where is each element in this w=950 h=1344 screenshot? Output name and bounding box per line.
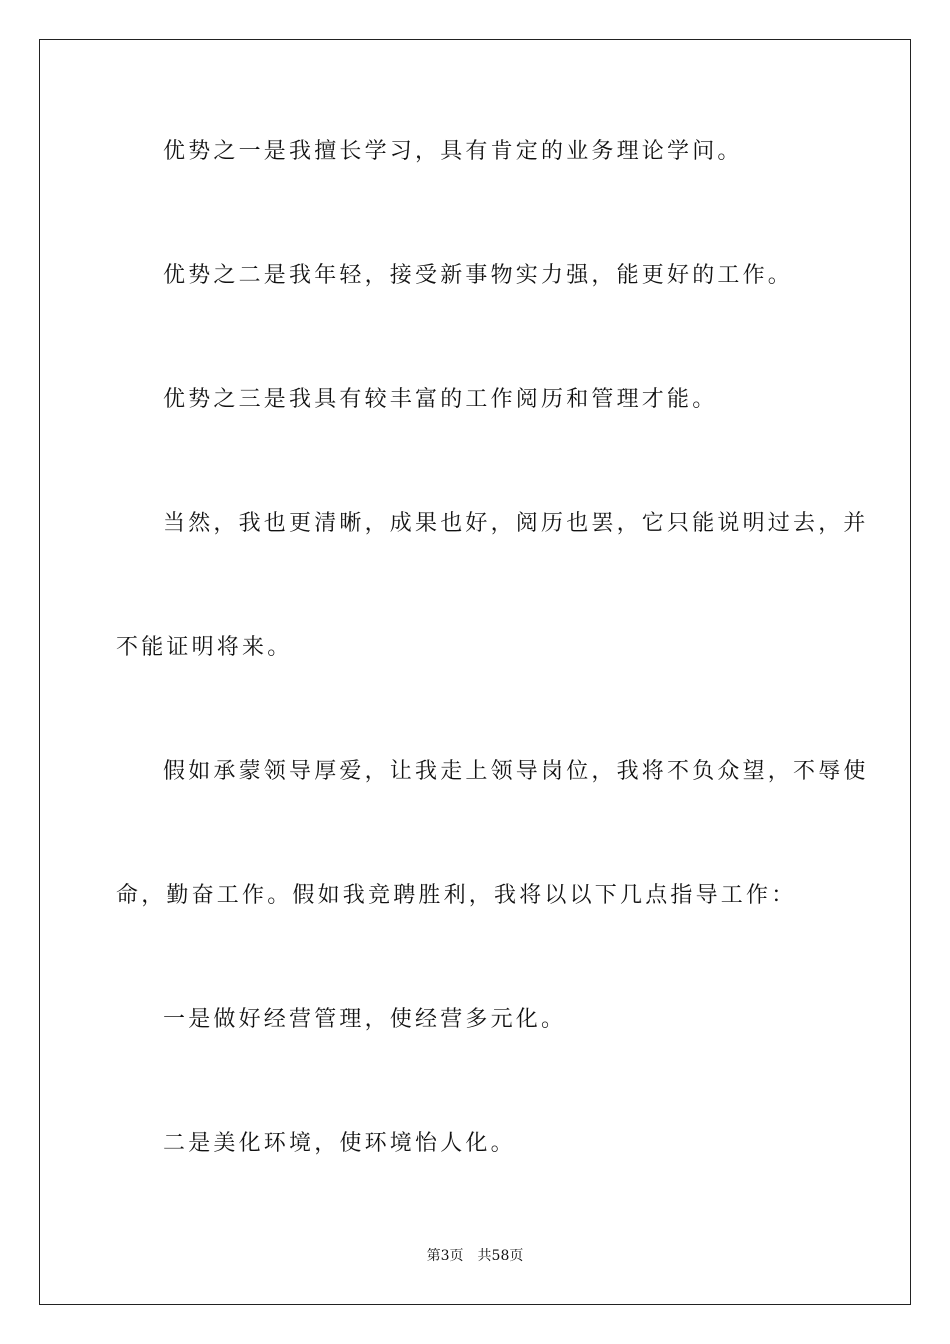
page-total: 共58页 xyxy=(477,1248,524,1264)
paragraph-line: 优势之一是我擅长学习，具有肯定的业务理论学问。 xyxy=(163,139,743,164)
page-footer xyxy=(0,1247,950,1265)
paragraph-line: 不能证明将来。 xyxy=(116,635,293,660)
page-number: 第3页 xyxy=(426,1248,464,1264)
paragraph-line: 优势之二是我年轻，接受新事物实力强，能更好的工作。 xyxy=(163,263,794,288)
paragraph-line: 二是美化环境，使环境怡人化。 xyxy=(163,1131,516,1156)
paragraph-line: 假如承蒙领导厚爱，让我走上领导岗位，我将不负众望，不辱使 xyxy=(163,759,869,784)
paragraph-line: 命，勤奋工作。假如我竞聘胜利，我将以以下几点指导工作： xyxy=(116,883,797,908)
paragraph-line: 一是做好经营管理，使经营多元化。 xyxy=(163,1007,567,1032)
paragraph-line: 当然，我也更清晰，成果也好，阅历也罢，它只能说明过去，并 xyxy=(163,511,869,536)
page-border xyxy=(39,39,911,1305)
paragraph-line: 优势之三是我具有较丰富的工作阅历和管理才能。 xyxy=(163,387,718,412)
